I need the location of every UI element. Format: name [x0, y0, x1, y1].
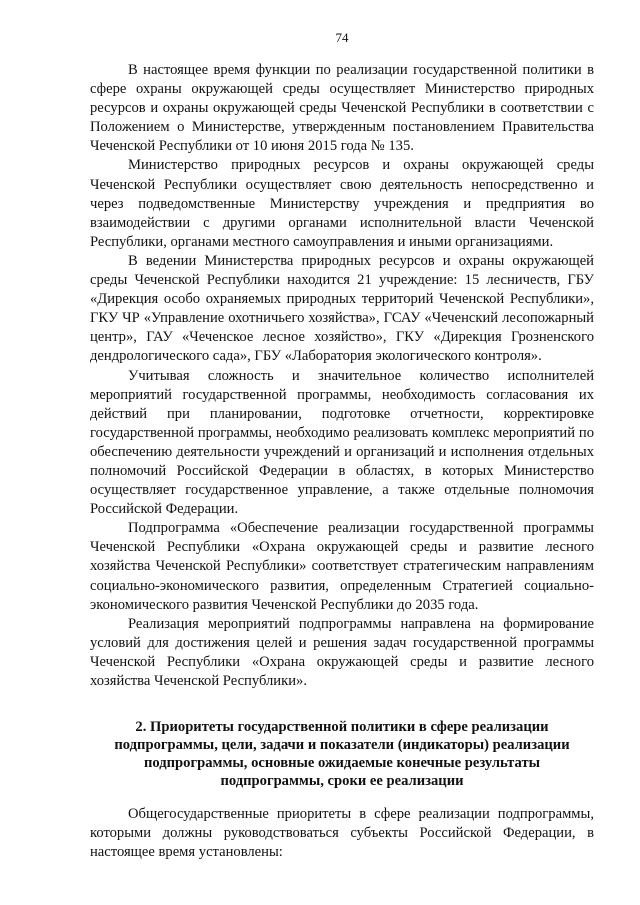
paragraph-subprogram-strategy: Подпрограмма «Обеспечение реализации государственной программы Чеченской Республики «Охрана окружающей среды и развитие лесного хозяйства Чеченской Республики» соответствует стратегическим направлениям социально-экономического развития, определенным Стратегией социально-экономического развития Чеченской Республики до 2035 года.: [90, 520, 594, 613]
page-number: 74: [335, 30, 349, 45]
paragraph-ministry-functions: В настоящее время функции по реализации государственной политики в сфере охраны окружающей среды осуществляет Министерство природных ресурсов и охраны окружающей среды Чеченской Республики в соответствии с Положением о Министерстве, утвержденным постановлением Правительства Чеченской Республики от 10 июня 2015 года № 135.: [90, 62, 594, 155]
paragraph-subordinate-institutions: В ведении Министерства природных ресурсов и охраны окружающей среды Чеченской Республики находится 21 учреждение: 15 лесничеств, ГБУ «Дирекция особо охраняемых природных территорий Чеченской Республики», ГКУ ЧР «Управление охотничьего хозяйства», ГСАУ «Чеченский лесопожарный центр», ГАУ «Чеченское лесное хозяйство», ГКУ «Дирекция Грозненского дендрологического сада», ГБУ «Лаборатория экологического контроля».: [90, 252, 594, 365]
section-heading: 2. Приоритеты государственной политики в сфере реализации подпрограммы, цели, задачи и показатели (индикаторы) реализации подпрограммы, основные ожидаемые конечные результаты подпрограммы, сроки ее реализации: [114, 719, 570, 790]
paragraph-ministry-activity: Министерство природных ресурсов и охраны окружающей среды Чеченской Республики осуществляет свою деятельность непосредственно и через подведомственные Министерству учреждения и предприятия во взаимодействии с другими органами исполнительной власти Чеченской Республики, органами местного самоуправления и иными организациями.: [90, 157, 594, 250]
document-page: [90, 30, 594, 862]
paragraph-national-priorities: Общегосударственные приоритеты в сфере реализации подпрограммы, которыми должны руководствоваться субъекты Российской Федерации, в настоящее время установлены:: [90, 806, 594, 861]
paragraph-complexity: Учитывая сложность и значительное количество исполнителей мероприятий государственной программы, необходимость согласования их действий при планировании, подготовке отчетности, корректировке государственной программы, необходимо реализовать комплекс мероприятий по обеспечению деятельности учреждений и организаций и исполнения отдельных полномочий Российской Федерации в областях, в которых Министерство осуществляет государственное управление, а также отдельные полномочия Российской Федерации.: [90, 367, 594, 518]
paragraph-subprogram-goals: Реализация мероприятий подпрограммы направлена на формирование условий для достижения целей и решения задач государственной программы Чеченской Республики «Охрана окружающей среды и развитие лесного хозяйства Чеченской Республики».: [90, 615, 594, 689]
